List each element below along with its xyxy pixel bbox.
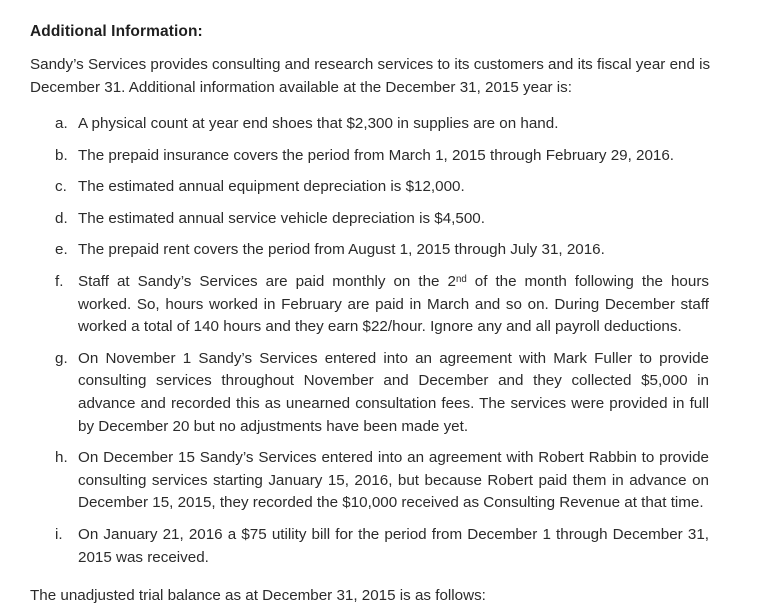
list-item-marker: d.	[55, 209, 68, 227]
list-item-text	[78, 271, 709, 339]
closing-paragraph: The unadjusted trial balance as at December 31, 2015 is as follows:	[30, 587, 486, 605]
list-item-text: The estimated annual equipment depreciation is $12,000.	[78, 178, 465, 196]
list-item-text: On December 15 Sandy’s Services entered into an agreement with Robert Rabbin to provide consulting services starting January 15, 2016, but because Robert paid them in advance on December 15, 2015, they recorded the $10,000 received as Consulting Revenue at that time.	[78, 449, 709, 512]
list-item-text: A physical count at year end shoes that $2,300 in supplies are on hand.	[78, 115, 559, 132]
list-item	[30, 145, 740, 168]
list-item-text: On January 21, 2016 a $75 utility bill for the period from December 1 through December 31, 2015 was received.	[78, 525, 709, 566]
list-item	[30, 348, 740, 438]
list-item-text: The prepaid rent covers the period from August 1, 2015 through July 31, 2016.	[78, 241, 605, 259]
list-item	[30, 176, 740, 199]
list-item-marker: c.	[55, 178, 67, 196]
list-item-marker: b.	[55, 146, 68, 164]
list-item	[30, 271, 740, 339]
list-item	[30, 239, 740, 262]
page-title: Additional Information:	[30, 23, 203, 40]
list-item-marker: g.	[55, 349, 68, 367]
list-item-marker: a.	[55, 115, 68, 132]
ordinal-superscript: nd	[455, 273, 467, 285]
list-item	[30, 524, 740, 569]
list-item	[30, 208, 740, 231]
list-item-text: The prepaid insurance covers the period from March 1, 2015 through February 29, 2016.	[78, 146, 675, 164]
list-item	[30, 447, 740, 515]
list-item-text: The estimated annual service vehicle depreciation is $4,500.	[78, 209, 485, 227]
intro-paragraph: Sandy’s Services provides consulting and research services to its customers and its fiscal year end is December 31. Additional information available at the December 31, 2015 year is:	[30, 56, 711, 96]
list-item-marker: h.	[55, 449, 68, 467]
list-item-marker: i.	[55, 525, 63, 543]
list-item-text-before-superscript: Staff at Sandy’s Services are paid monthly on the 2	[78, 272, 456, 290]
additional-information-list	[30, 113, 740, 569]
list-item	[30, 113, 740, 136]
list-item-text-after-superscript: of the month following the hours worked. So, hours worked in February are paid in March and so on. During December staff worked a total of 140 hours and they earn $22/hour. Ignore any and all payroll deductions.	[78, 272, 709, 336]
list-item-text: On November 1 Sandy’s Services entered into an agreement with Mark Fuller to provide consulting services throughout November and December and they collected $5,000 in advance and recorded this as unearned consultation fees. The services were provided in full by December 20 but no adjustments have been made yet.	[78, 349, 709, 435]
list-item-marker: f.	[55, 272, 64, 290]
list-item-marker: e.	[55, 241, 68, 259]
